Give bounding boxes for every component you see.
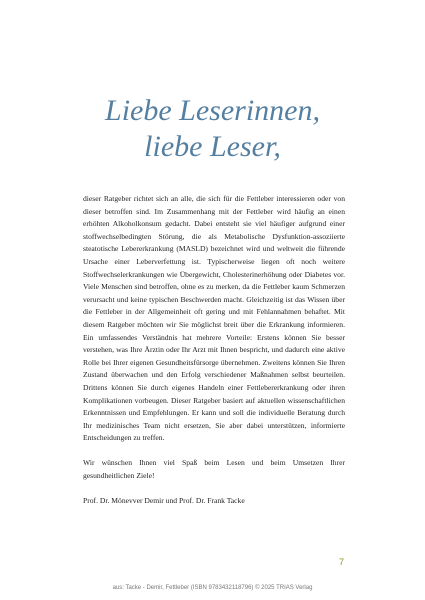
- page-title: [0, 93, 425, 165]
- body-text: [83, 193, 345, 520]
- intro-paragraph: dieser Ratgeber richtet sich an alle, die sich für die Fettleber interessieren oder von dieser betroffen sind. Im Zusammenhang mit der Fettleber wird häufig an einen erhöhten Alkoholkonsum gedacht. Dabei entsteht sie viel häufiger aufgrund einer stoffwechselbedingten Störung, die als Metabolische Dysfunktion-assoziierte steatotische Lebererkrankung (MASLD) bezeichnet wird und weltweit die führende Ursache einer Leberverfettung ist. Typischerweise liegen oft noch weitere Stoffwechselerkrankungen wie Übergewicht, Cholesterinerhöhung oder Diabetes vor. Viele Menschen sind betroffen, ohne es zu merken, da die Fettleber kaum Schmerzen verursacht und keine typischen Beschwerden macht. Gleichzeitig ist das Wissen über die Fettleber in der Allgemeinheit oft gering und mit Fehlannahmen behaftet. Mit diesem Ratgeber möchten wir Sie möglichst breit über die Erkrankung informieren. Ein umfassendes Verständnis hat mehrere Vorteile: Erstens können Sie besser verstehen, was Ihre Ärztin oder Ihr Arzt mit Ihnen bespricht, und dadurch eine aktive Rolle bei Ihrer eigenen Gesundheitsfürsorge übernehmen. Zweitens können Sie Ihren Zustand überwachen und den Erfolg verschiedener Maßnahmen selbst beurteilen. Drittens können Sie durch eigenes Handeln einer Fettlebererkrankung oder ihren Komplikationen vorbeugen. Dieser Ratgeber basiert auf aktuellen wissenschaftlichen Erkenntnissen und Empfehlungen. Er kann und soll die individuelle Beratung durch Ihr medizinisches Team nicht ersetzen, Sie aber dabei unterstützen, informierte Entscheidungen zu treffen.: [83, 194, 345, 443]
- page-number: 7: [339, 557, 345, 567]
- closing-paragraph: Wir wünschen Ihnen viel Spaß beim Lesen und beim Umsetzen Ihrer gesundheitlichen Ziele!: [83, 458, 345, 481]
- title-line-1: Liebe Leserinnen,: [105, 94, 320, 127]
- copyright-footer: aus: Tacke - Demir, Fettleber (ISBN 9783432118796) © 2025 TRIAS Verlag: [112, 585, 313, 591]
- title-line-2: liebe Leser,: [144, 130, 281, 163]
- author-signature: Prof. Dr. Mönevver Demir und Prof. Dr. Frank Tacke: [83, 496, 245, 506]
